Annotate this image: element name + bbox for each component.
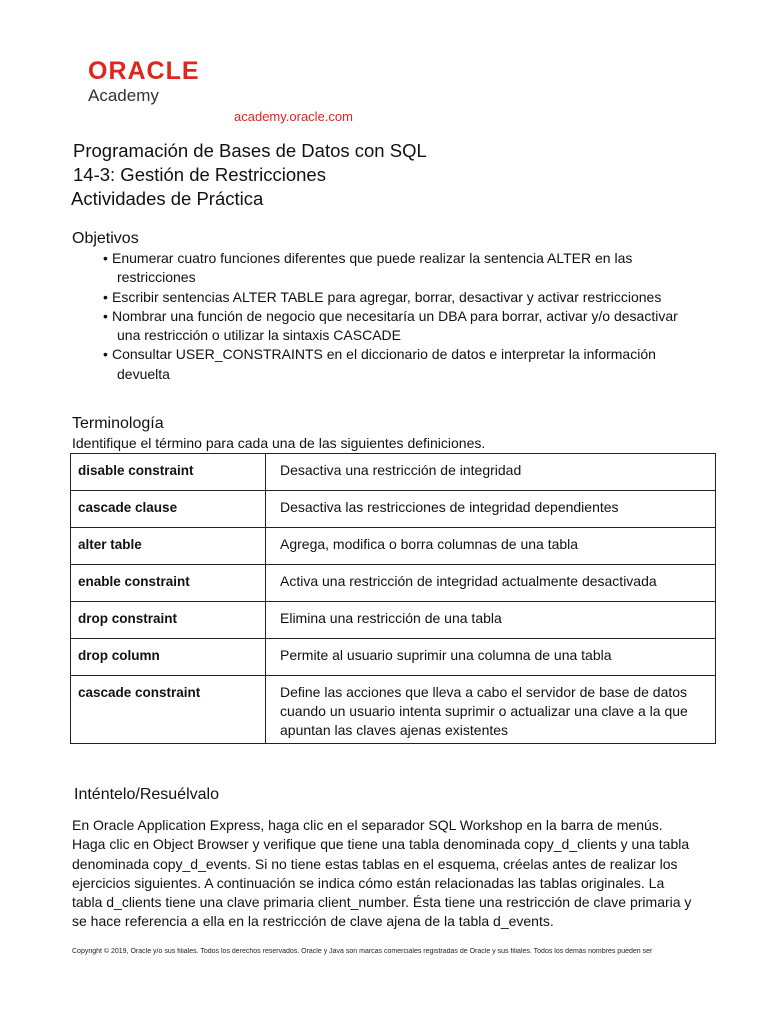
terminology-table — [70, 453, 716, 744]
objective-item: • Escribir sentencias ALTER TABLE para agregar, borrar, desactivar y activar restricciones — [94, 288, 694, 307]
term-cell: drop constraint — [71, 602, 266, 639]
table-row — [71, 602, 716, 639]
table-row — [71, 676, 716, 744]
copyright-footer: Copyright © 2019, Oracle y/o sus filiales. Todos los derechos reservados. Oracle y Java son marcas comerciales registradas de Oracle y sus filiales. Todos los demás nombres pueden ser — [72, 948, 653, 955]
definition-cell: Define las acciones que lleva a cabo el servidor de base de datos cuando un usuario intenta suprimir o actualizar una clave a la que apuntan las claves ajenas existentes — [266, 676, 716, 744]
table-row — [71, 528, 716, 565]
title-block — [73, 139, 427, 211]
term-cell: disable constraint — [71, 454, 266, 491]
term-cell: alter table — [71, 528, 266, 565]
terminology-intro: Identifique el término para cada una de las siguientes definiciones. — [72, 435, 486, 451]
oracle-academy-logo — [88, 58, 200, 106]
logo-brand: ORACLE — [88, 57, 200, 85]
definition-cell: Desactiva las restricciones de integridad dependientes — [266, 491, 716, 528]
lesson-title: 14-3: Gestión de Restricciones — [73, 164, 326, 185]
definition-cell: Agrega, modifica o borra columnas de una tabla — [266, 528, 716, 565]
logo-subtitle: Academy — [88, 86, 159, 105]
objectives-list — [94, 249, 694, 384]
term-cell: cascade constraint — [71, 676, 266, 744]
course-title: Programación de Bases de Datos con SQL — [73, 140, 427, 161]
definition-cell: Desactiva una restricción de integridad — [266, 454, 716, 491]
term-cell: cascade clause — [71, 491, 266, 528]
definition-cell: Activa una restricción de integridad actualmente desactivada — [266, 565, 716, 602]
try-it-heading: Inténtelo/Resuélvalo — [74, 786, 219, 803]
definition-cell: Permite al usuario suprimir una columna de una tabla — [266, 639, 716, 676]
activity-title: Actividades de Práctica — [71, 188, 264, 209]
definition-cell: Elimina una restricción de una tabla — [266, 602, 716, 639]
objectives-heading: Objetivos — [72, 230, 139, 247]
objective-item: • Nombrar una función de negocio que necesitaría un DBA para borrar, activar y/o desactivar una restricción o utilizar la sintaxis CASCADE — [94, 307, 694, 346]
objective-item: • Consultar USER_CONSTRAINTS en el diccionario de datos e interpretar la información devuelta — [94, 345, 694, 384]
table-row — [71, 639, 716, 676]
site-link[interactable]: academy.oracle.com — [234, 109, 353, 124]
objective-item: • Enumerar cuatro funciones diferentes que puede realizar la sentencia ALTER en las restricciones — [94, 249, 694, 288]
table-row — [71, 491, 716, 528]
table-row — [71, 454, 716, 491]
term-cell: drop column — [71, 639, 266, 676]
try-it-body: En Oracle Application Express, haga clic en el separador SQL Workshop en la barra de menús. Haga clic en Object Browser y verifique que tiene una tabla denominada copy_d_clients y una tabla denominada copy_d_events. Si no tiene estas tablas en el esquema, créelas antes de realizar los ejercicios siguientes. A continuación se indica cómo están relacionadas las tablas originales. La tabla d_clients tiene una clave primaria client_number. Ésta tiene una restricción de clave primaria y se hace referencia a ella en la restricción de clave ajena de la tabla d_events. — [72, 817, 692, 930]
term-cell: enable constraint — [71, 565, 266, 602]
table-row — [71, 565, 716, 602]
terminology-heading: Terminología — [72, 415, 164, 432]
